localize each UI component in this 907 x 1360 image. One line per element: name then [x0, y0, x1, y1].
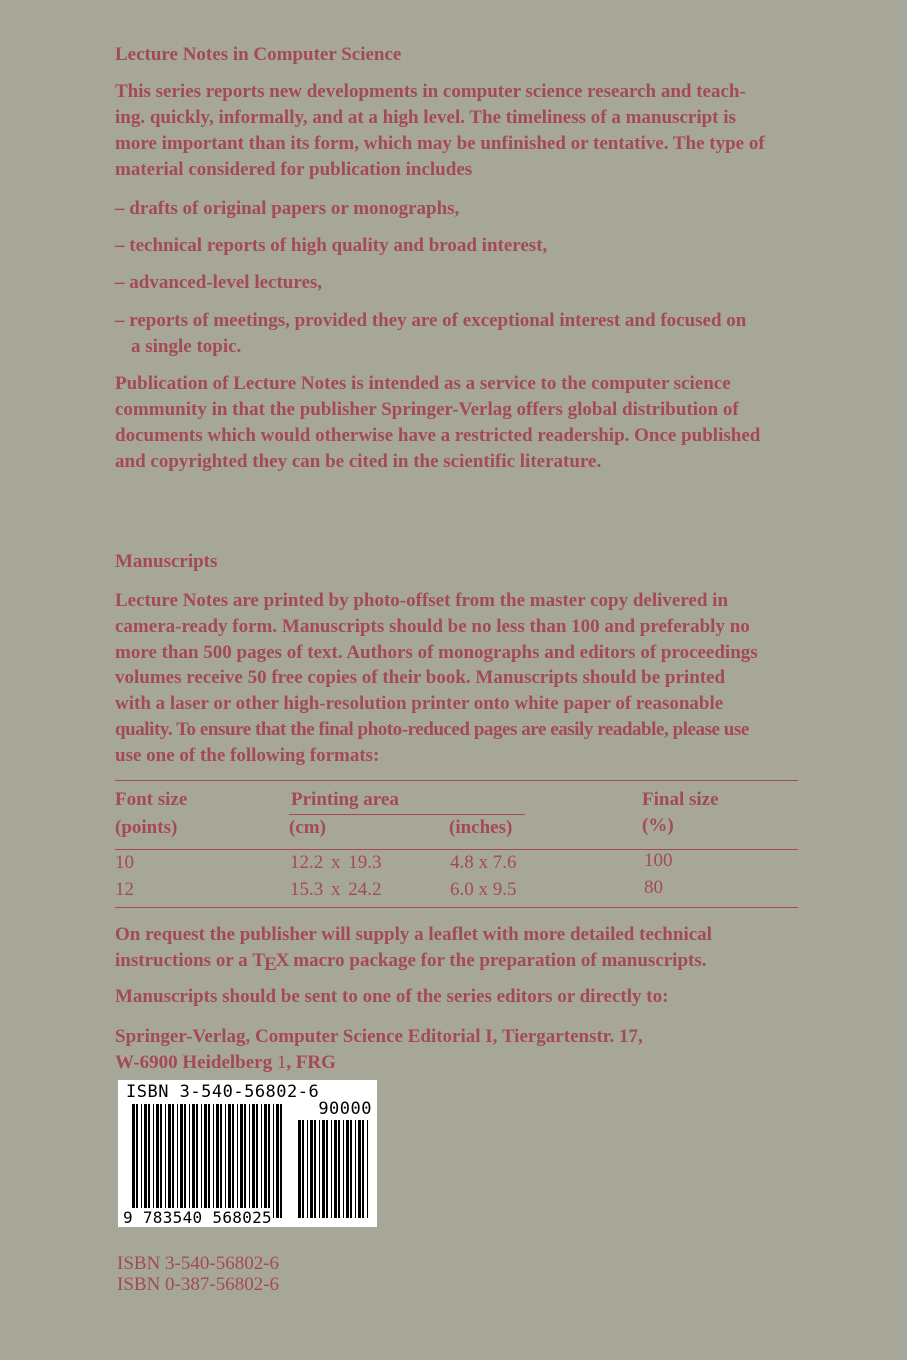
table-cell-cm: 12.2 x 19.3: [290, 852, 382, 873]
barcode-bar: [310, 1120, 313, 1218]
barcode-addon-number: 90000: [318, 1099, 372, 1119]
barcode-bar: [165, 1104, 166, 1218]
table-cell-final: 80: [644, 877, 663, 898]
table-cell-font: 12: [115, 879, 134, 900]
intro-line: more important than its form, which may be unfinished or tentative. The type of: [115, 133, 765, 154]
barcode-bar: [307, 1120, 308, 1218]
bullet-item: [115, 196, 798, 222]
barcode-bar: [326, 1120, 328, 1218]
barcode-bar: [331, 1120, 332, 1218]
address-line: Springer-Verlag, Computer Science Editorial I, Tiergartenstr. 17,: [115, 1026, 643, 1047]
bullet-item: [115, 270, 798, 296]
barcode-bar: [184, 1104, 186, 1218]
leaflet-paragraph: [115, 922, 798, 974]
barcode-bar: [334, 1120, 337, 1218]
leaflet-line: On request the publisher will supply a leaflet with more detailed technical: [115, 924, 712, 945]
barcode-bar: [172, 1104, 174, 1218]
barcode-bar: [244, 1104, 246, 1218]
publication-line: documents which would otherwise have a restricted readership. Once published: [115, 425, 761, 446]
barcode-bar: [268, 1104, 270, 1218]
table-cell-inches: 6.0 x 9.5: [450, 879, 517, 900]
header-inches: (inches): [449, 817, 513, 838]
barcode-bar: [192, 1104, 195, 1218]
barcode-bar: [153, 1104, 154, 1218]
bullet-text: – drafts of original papers or monographs,: [115, 198, 460, 219]
leaflet-text: instructions or a: [115, 950, 248, 971]
intro-line: ing. quickly, informally, and at a high level. The timeliness of a manuscript is: [115, 107, 736, 128]
barcode-bar: [148, 1104, 150, 1218]
address-city: W-6900 Heidelberg: [115, 1052, 273, 1073]
barcode-bar: [232, 1104, 234, 1218]
isbn-line: ISBN 0-387-56802-6: [117, 1274, 280, 1295]
bullet-continuation: a single topic.: [131, 336, 242, 357]
barcode-bar: [261, 1104, 262, 1218]
isbn-barcode: [118, 1080, 377, 1227]
tex-logo-x: X: [275, 950, 289, 971]
barcode-bar: [208, 1104, 210, 1218]
barcode-bar: [367, 1120, 368, 1218]
publication-paragraph: [115, 371, 798, 475]
leaflet-text: macro package for the preparation of manuscripts.: [293, 950, 707, 971]
publisher-address: [115, 1024, 643, 1076]
barcode-bar: [216, 1104, 219, 1218]
barcode-bar: [256, 1104, 258, 1218]
barcode-bar: [204, 1104, 207, 1218]
barcode-bar: [177, 1104, 178, 1218]
barcode-bar: [322, 1120, 325, 1218]
tex-logo-e: E: [264, 954, 276, 975]
barcode-bar: [213, 1104, 214, 1218]
barcode-bar: [252, 1104, 255, 1218]
publication-line: and copyrighted they can be cited in the scientific literature.: [115, 451, 602, 472]
barcode-bar: [189, 1104, 190, 1218]
barcode-bar: [156, 1104, 159, 1218]
table-cell-cm: 15.3 x 24.2: [290, 879, 382, 900]
barcode-bar: [276, 1104, 279, 1218]
table-cell-inches: 4.8 x 7.6: [450, 852, 517, 873]
barcode-bar: [362, 1120, 364, 1218]
barcode-bar: [249, 1104, 250, 1218]
barcode-ean-number: 9 783540 568025: [123, 1208, 272, 1227]
barcode-bar: [298, 1120, 301, 1218]
manuscripts-line: more than 500 pages of text. Authors of monographs and editors of proceedings: [115, 641, 758, 663]
barcode-bar: [220, 1104, 222, 1218]
address-country: , FRG: [286, 1052, 336, 1073]
table-header-rule: [115, 849, 798, 850]
bullet-text: – advanced-level lectures,: [115, 272, 323, 293]
manuscripts-line: volumes receive 50 free copies of their book. Manuscripts should be printed: [115, 667, 726, 689]
bullet-item: [115, 233, 798, 259]
publication-line: Publication of Lecture Notes is intended as a service to the computer science: [115, 373, 731, 394]
header-font-size: Font size: [115, 789, 188, 810]
tex-logo-t: T: [252, 950, 265, 971]
manuscripts-heading: Manuscripts: [115, 551, 218, 572]
intro-line: material considered for publication includes: [115, 159, 473, 180]
manuscripts-line: quality. To ensure that the final photo-reduced pages are easily readable, please use: [115, 718, 749, 740]
isbn-list: [117, 1253, 279, 1295]
table-top-rule: [115, 780, 798, 781]
manuscripts-paragraph: [115, 588, 798, 769]
barcode-bar: [237, 1104, 238, 1218]
barcode-bar: [346, 1120, 349, 1218]
bullet-text: – reports of meetings, provided they are of exceptional interest and focused on: [115, 310, 747, 331]
barcode-bar: [240, 1104, 243, 1218]
manuscripts-line: use one of the following formats:: [115, 744, 380, 766]
barcode-bar: [314, 1120, 316, 1218]
barcode-bar: [358, 1120, 361, 1218]
isbn-line: ISBN 3-540-56802-6: [117, 1253, 280, 1274]
barcode-bar: [168, 1104, 171, 1218]
barcode-bar: [201, 1104, 202, 1218]
manuscripts-line: camera-ready form. Manuscripts should be no less than 100 and preferably no: [115, 615, 750, 637]
barcode-bar: [144, 1104, 147, 1218]
publication-line: community in that the publisher Springer-Verlag offers global distribution of: [115, 399, 739, 420]
series-intro: [115, 79, 798, 183]
barcode-bar: [225, 1104, 226, 1218]
barcode-isbn-label: ISBN 3-540-56802-6: [126, 1082, 320, 1102]
barcode-bar: [273, 1104, 274, 1218]
bullet-text: – technical reports of high quality and broad interest,: [115, 235, 548, 256]
barcode-bar: [180, 1104, 183, 1218]
header-final-size: Final size: [642, 789, 719, 810]
header-points: (points): [115, 817, 178, 838]
barcode-bar: [319, 1120, 320, 1218]
barcode-bar: [132, 1104, 135, 1218]
barcode-bar: [338, 1120, 340, 1218]
barcode-bar: [141, 1104, 142, 1218]
header-cm: (cm): [289, 817, 326, 838]
send-to-line: Manuscripts should be sent to one of the series editors or directly to:: [115, 986, 669, 1007]
address-district: 1: [276, 1052, 287, 1073]
intro-line: This series reports new developments in computer science research and teach-: [115, 81, 746, 102]
bullet-item: [115, 308, 798, 360]
header-printing-area: Printing area: [291, 789, 399, 810]
table-cell-font: 10: [115, 852, 134, 873]
barcode-bar: [136, 1104, 138, 1218]
printing-area-rule: [289, 814, 525, 815]
barcode-bar: [280, 1104, 282, 1218]
barcode-bar: [228, 1104, 231, 1218]
barcode-bar: [160, 1104, 162, 1218]
header-percent: (%): [642, 815, 674, 836]
manuscripts-line: with a laser or other high-resolution printer onto white paper of reasonable: [115, 693, 724, 715]
table-cell-final: 100: [644, 850, 673, 871]
barcode-bar: [196, 1104, 198, 1218]
barcode-bar: [264, 1104, 267, 1218]
address-line: [115, 1050, 643, 1076]
barcode-bar: [355, 1120, 356, 1218]
tex-logo: [252, 950, 288, 975]
table-bottom-rule: [115, 907, 798, 908]
manuscripts-line: Lecture Notes are printed by photo-offset from the master copy delivered in: [115, 590, 729, 611]
barcode-bar: [343, 1120, 344, 1218]
series-title: Lecture Notes in Computer Science: [115, 44, 402, 65]
barcode-bar: [302, 1120, 304, 1218]
barcode-bar: [350, 1120, 352, 1218]
leaflet-line: [115, 948, 798, 974]
